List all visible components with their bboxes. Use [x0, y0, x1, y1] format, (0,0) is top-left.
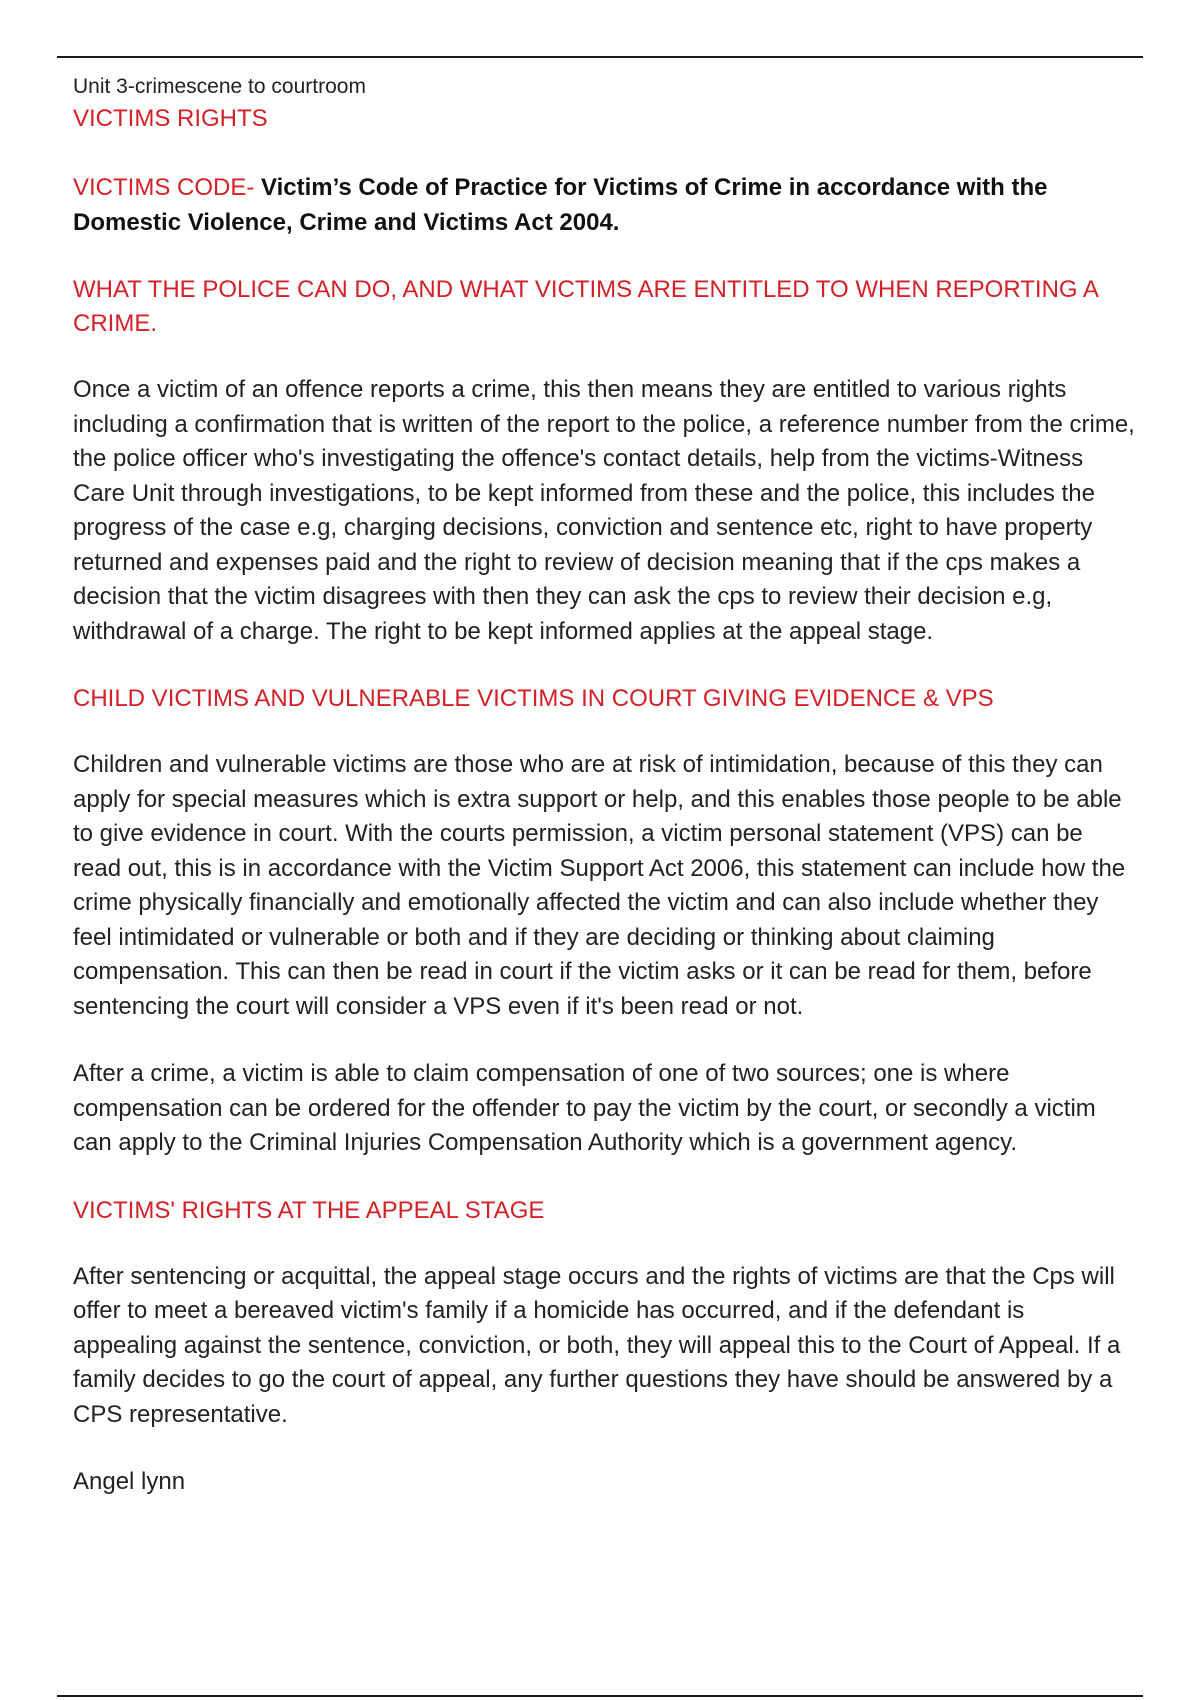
child-victims-heading: CHILD VICTIMS AND VULNERABLE VICTIMS IN COURT GIVING EVIDENCE & VPS	[73, 685, 994, 712]
child-victims-paragraph: Children and vulnerable victims are those who are at risk of intimidation, because of this they can apply for special measures which is extra support or help, and this enables those people to be able to give evidence in court. With the courts permission, a victim personal statement (VPS) can be read out, this is in accordance with the Victim Support Act 2006, this statement can include how the crime physically financially and emotionally affected the victim and can also include whether they feel intimidated or vulnerable or both and if they are deciding or thinking about claiming compensation. This can then be read in court if the victim asks or it can be read for them, before sentencing the court will consider a VPS even if it's been read or not.	[73, 751, 1126, 1020]
bottom-rule	[57, 1695, 1143, 1697]
document-title: VICTIMS RIGHTS	[73, 105, 268, 132]
compensation-paragraph: After a crime, a victim is able to claim compensation of one of two sources; one is where compensation can be ordered for the offender to pay the victim by the court, or secondly a victim can apply to the Criminal Injuries Compensation Authority which is a government agency.	[73, 1060, 1096, 1156]
appeal-stage-heading: VICTIMS' RIGHTS AT THE APPEAL STAGE	[73, 1196, 545, 1224]
appeal-stage-paragraph: After sentencing or acquittal, the appeal stage occurs and the rights of victims are that the Cps will offer to meet a bereaved victim's family if a homicide has occurred, and if the defendant is appealing against the sentence, conviction, or both, they will appeal this to the Court of Appeal. If a family decides to go the court of appeal, any further questions they have should be answered by a CPS representative.	[73, 1262, 1121, 1428]
victims-code-paragraph	[73, 170, 1135, 240]
document-page	[73, 70, 1135, 1499]
police-section-paragraph: Once a victim of an offence reports a crime, this then means they are entitled to various rights including a confirmation that is written of the report to the police, a reference number from the crime, the police officer who's investigating the offence's contact details, help from the victims-Witness Care Unit through investigations, to be kept informed from these and the police, this includes the progress of the case e.g, charging decisions, conviction and sentence etc, right to have property returned and expenses paid and the right to review of decision meaning that if the cps makes a decision that the victim disagrees with then they can ask the cps to review their decision e.g, withdrawal of a charge. The right to be kept informed applies at the appeal stage.	[73, 376, 1135, 645]
police-section-heading: WHAT THE POLICE CAN DO, AND WHAT VICTIMS ARE ENTITLED TO WHEN REPORTING A CRIME.	[73, 276, 1098, 337]
victims-code-label: VICTIMS CODE-	[73, 174, 255, 201]
top-rule	[57, 56, 1143, 58]
author-name: Angel lynn	[73, 1468, 186, 1495]
victims-code-text: Victim’s Code of Practice for Victims of Crime in accordance with the Domestic Violence, Crime and Victims Act 2004.	[73, 174, 1048, 236]
unit-label: Unit 3-crimescene to courtroom	[73, 75, 366, 98]
